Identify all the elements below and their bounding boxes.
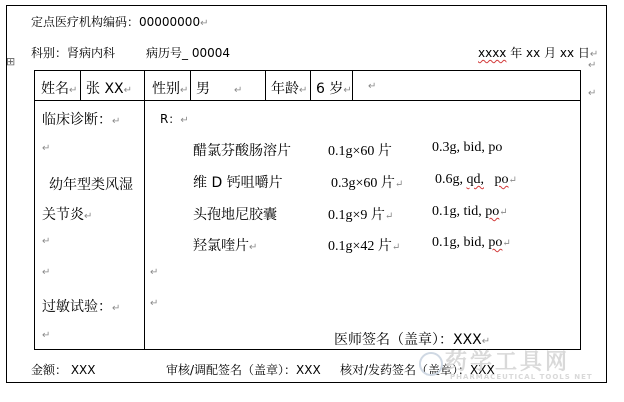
outer-frame-bottom [6,382,607,383]
table-border-row [34,100,581,101]
row-end-mark: ↵ [588,60,597,71]
cell-divider [352,70,353,101]
paragraph-mark: ↵ [42,330,51,341]
drug-dosage: 0.3g, bid, po [432,140,503,155]
diagnosis-line-2: 关节炎↵ [42,207,93,223]
empty-cell-mark: ↵ [368,81,377,92]
cell-divider [310,70,311,101]
drug-dosage: 0.1g, tid, po↵ [432,204,508,219]
sex-label: 性别↵ [152,81,189,97]
watermark-logo-icon [419,352,443,376]
paragraph-mark: ↵ [150,267,159,278]
age-value: 6 岁↵ [316,81,352,97]
name-label: 姓名↵ [41,81,78,97]
paragraph-mark: ↵ [42,143,51,154]
column-divider-main [144,70,145,350]
watermark-text: 药学工具网 [445,350,571,375]
drug-spec: 0.3g×60 片↵ [331,176,404,191]
institution-code: 定点医疗机构编码：00000000↵ [31,15,209,29]
paragraph-mark: ↵ [42,267,51,278]
paragraph-mark: ↵ [150,298,159,309]
drug-spec: 0.1g×42 片↵ [328,239,401,254]
row-end-mark: ↵ [588,88,597,99]
table-move-handle-icon[interactable]: ⊞ [6,55,16,68]
drug-name: 维 D 钙咀嚼片 [193,175,283,191]
drug-spec: 0.1g×9 片↵ [328,208,394,223]
doctor-signature: 医师签名（盖章）：XXX↵ [334,332,491,348]
department: 科别：肾病内科 [31,46,116,60]
cell-divider [190,70,191,101]
table-border-right [580,70,581,350]
cell-divider [80,70,81,101]
watermark-subtitle: PHARMACEUTICAL TOOLS NET [450,373,593,381]
paragraph-mark: ↵ [42,236,51,247]
outer-frame-top [6,5,606,6]
table-border-left [34,70,35,350]
cell-divider [265,70,266,101]
record-number: 病历号_ 00004 [146,46,230,60]
drug-name: 羟氯喹片↵ [193,238,258,254]
drug-spec: 0.1g×60 片 [328,144,392,159]
drug-dosage: 0.1g, bid, po↵ [432,235,511,250]
drug-name: 头孢地尼胶囊 [193,207,277,223]
review-signature: 审核/调配签名（盖章）：XXX [166,363,321,377]
table-border-top [34,70,581,71]
diagnosis-line-1: 幼年型类风湿 [49,177,133,193]
amount: 金额： XXX [31,363,96,377]
allergy-test-label: 过敏试验：↵ [42,299,121,315]
name-value: 张 XX↵ [86,81,133,97]
dispense-signature: 核对/发药签名（盖章）：XXX [340,363,495,377]
rx-label: R：↵ [160,112,189,126]
clinical-diagnosis-label: 临床诊断：↵ [42,112,121,128]
drug-name: 醋氯芬酸肠溶片 [193,143,291,159]
sex-value: 男 ↵ [196,81,243,97]
drug-dosage: 0.6g, qd, po↵ [435,172,517,187]
prescription-date: xxxx 年 xx 月 xx 日↵ [478,46,599,60]
outer-frame-right [606,5,607,382]
age-label: 年龄↵ [271,81,308,97]
